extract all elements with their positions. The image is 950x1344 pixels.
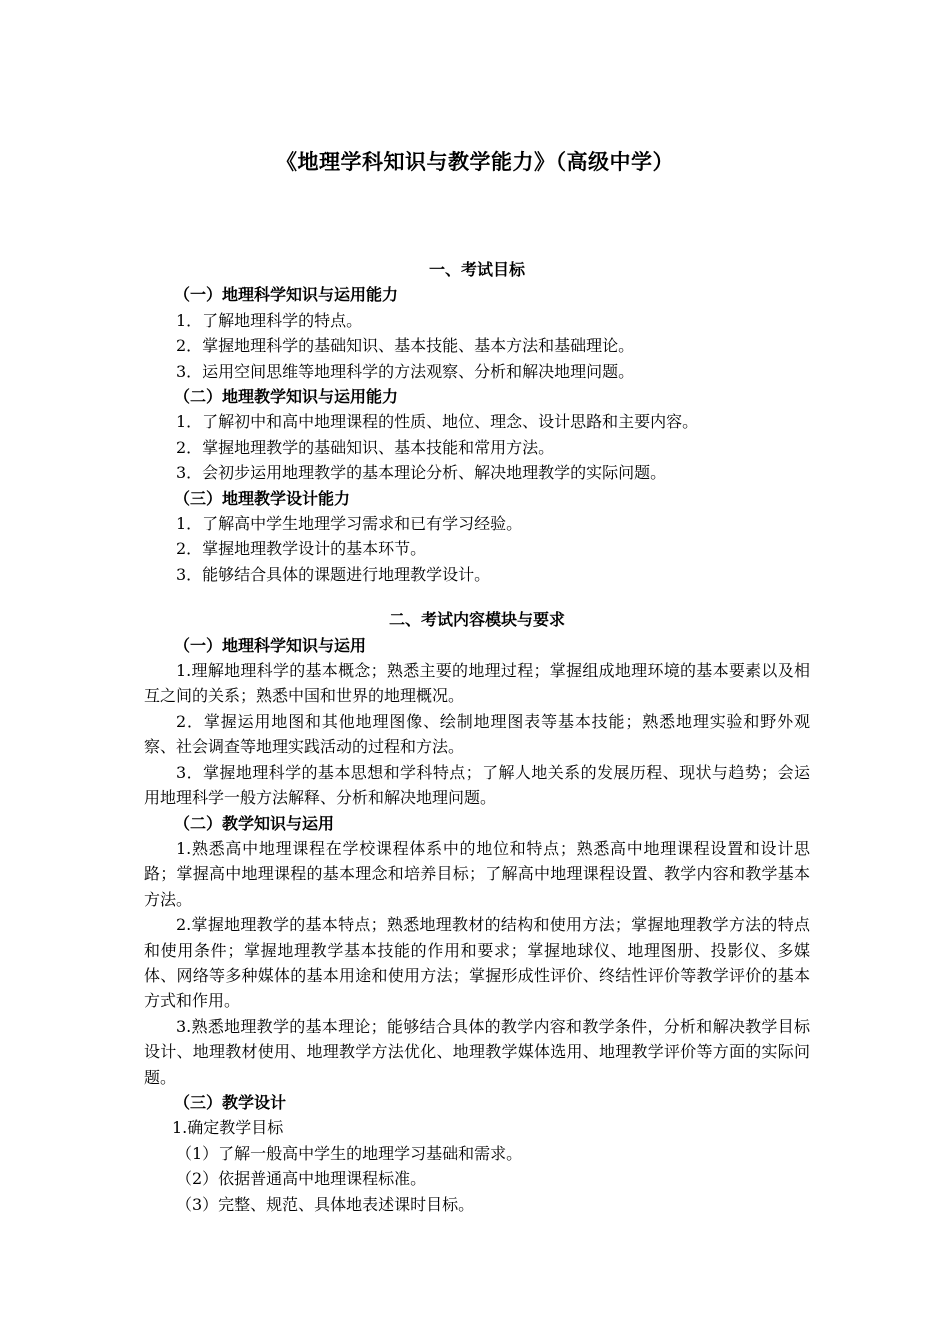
list-item: 3．运用空间思维等地理科学的方法观察、分析和解决地理问题。 bbox=[176, 361, 635, 381]
paragraph: 2．掌握运用地图和其他地理图像、绘制地理图表等基本技能；熟悉地理实验和野外观察、社会调查等地理实践活动的过程和方法。 bbox=[144, 711, 810, 757]
subsection-title: （一）地理科学知识与运用能力 bbox=[174, 285, 399, 305]
list-item: （3）完整、规范、具体地表述课时目标。 bbox=[176, 1194, 475, 1214]
paragraph: 2.掌握地理教学的基本特点；熟悉地理教材的结构和使用方法；掌握地理教学方法的特点和使用条件；掌握地理教学基本技能的作用和要求；掌握地球仪、地理图册、投影仪、多媒体、网络等多种媒体的基本用途和使用方法；掌握形成性评价、终结性评价等教学评价的基本方式和作用。 bbox=[144, 915, 810, 1011]
paragraph: 1.理解地理科学的基本概念；熟悉主要的地理过程；掌握组成地理环境的基本要素以及相互之间的关系；熟悉中国和世界的地理概况。 bbox=[144, 661, 810, 706]
paragraph: 1.熟悉高中地理课程在学校课程体系中的地位和特点；熟悉高中地理课程设置和设计思路；掌握高中地理课程的基本理念和培养目标；了解高中地理课程设置、教学内容和教学基本方法。 bbox=[144, 838, 810, 909]
document-title: 《地理学科知识与教学能力》（高级中学） bbox=[276, 149, 674, 174]
list-item: （1）了解一般高中学生的地理学习基础和需求。 bbox=[176, 1143, 523, 1163]
list-item: （2）依据普通高中地理课程标准。 bbox=[176, 1169, 427, 1189]
subsection-title: （三）地理教学设计能力 bbox=[174, 488, 351, 508]
list-item: 3．会初步运用地理教学的基本理论分析、解决地理教学的实际问题。 bbox=[176, 463, 667, 483]
subsection-title: （一）地理科学知识与运用 bbox=[174, 635, 367, 655]
paragraph: 3．掌握地理科学的基本思想和学科特点；了解人地关系的发展历程、现状与趋势；会运用地理科学一般方法解释、分析和解决地理问题。 bbox=[144, 762, 810, 808]
subsection-title: （三）教学设计 bbox=[174, 1092, 287, 1112]
document-body bbox=[144, 257, 810, 1217]
step-heading: 1.确定教学目标 bbox=[172, 1118, 284, 1138]
section-title-exam-objectives: 一、考试目标 bbox=[428, 260, 525, 279]
paragraph: 3.熟悉地理教学的基本理论；能够结合具体的教学内容和教学条件，分析和解决教学目标设计、地理教材使用、地理教学方法优化、地理教学媒体选用、地理教学评价等方面的实际问题。 bbox=[144, 1016, 810, 1087]
subsection-title: （二）地理教学知识与运用能力 bbox=[174, 387, 399, 407]
section-title-exam-content: 二、考试内容模块与要求 bbox=[388, 610, 565, 630]
subsection-title: （二）教学知识与运用 bbox=[174, 813, 335, 833]
list-item: 2．掌握地理教学的基础知识、基本技能和常用方法。 bbox=[176, 437, 555, 457]
list-item: 2．掌握地理教学设计的基本环节。 bbox=[176, 539, 427, 559]
list-item: 2．掌握地理科学的基础知识、基本技能、基本方法和基础理论。 bbox=[176, 336, 635, 356]
list-item: 1．了解高中学生地理学习需求和已有学习经验。 bbox=[176, 514, 523, 534]
section-spacer bbox=[144, 587, 810, 607]
list-item: 1．了解地理科学的特点。 bbox=[176, 310, 363, 330]
list-item: 3．能够结合具体的课题进行地理教学设计。 bbox=[176, 564, 491, 584]
list-item: 1．了解初中和高中地理课程的性质、地位、理念、设计思路和主要内容。 bbox=[176, 412, 699, 432]
